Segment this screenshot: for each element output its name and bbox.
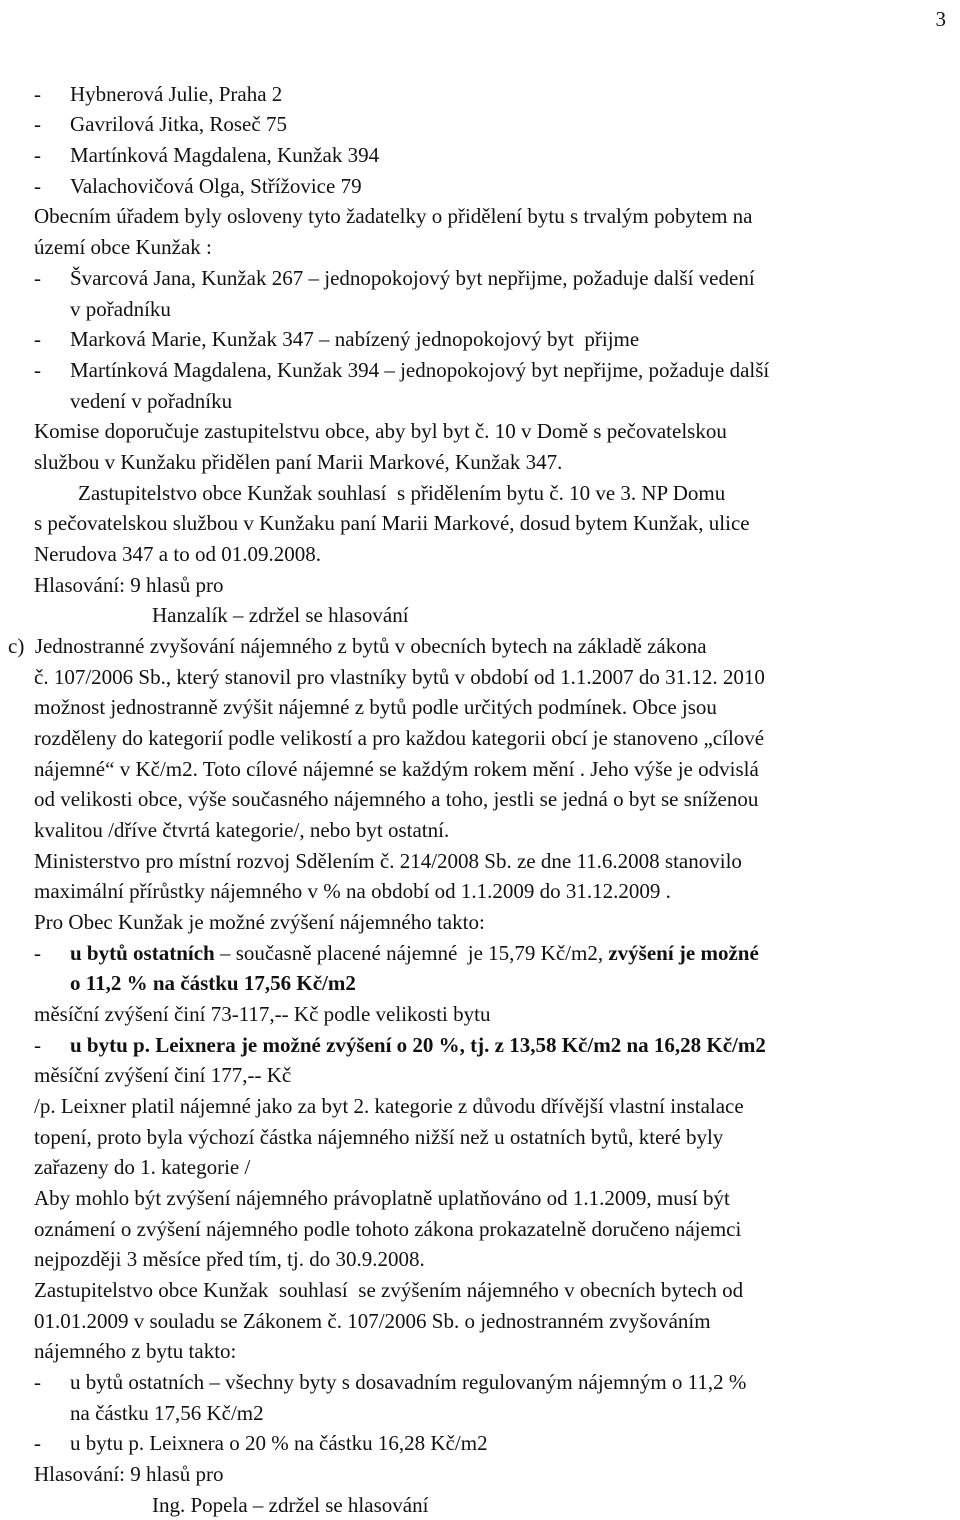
line-text: Pro Obec Kunžak je možné zvýšení nájemného takto: <box>34 910 485 934</box>
line-text: Obecním úřadem byly osloveny tyto žadatelky o přidělení bytu s trvalým pobytem na <box>34 204 753 228</box>
line-text: Hanzalík – zdržel se hlasování <box>152 603 409 627</box>
line-content <box>34 1336 236 1366</box>
line-content <box>70 968 356 998</box>
line-text: Martínková Magdalena, Kunžak 394 <box>70 143 380 167</box>
line-content <box>152 600 409 630</box>
line-content <box>70 171 362 201</box>
line-text: Aby mohlo být zvýšení nájemného právoplatně uplatňováno od 1.1.2009, musí být <box>34 1186 730 1210</box>
line-text: území obce Kunžak : <box>34 235 212 259</box>
line-content <box>34 1122 723 1152</box>
line-content <box>34 1275 743 1305</box>
line-text: kvalitou /dříve čtvrtá kategorie/, nebo byt ostatní. <box>34 818 450 842</box>
line-text: maximální přírůstky nájemného v % na období od 1.1.2009 do 31.12.2009 . <box>34 879 671 903</box>
line-content <box>70 1428 488 1458</box>
line-content <box>70 263 755 293</box>
line-content <box>34 1091 744 1121</box>
list-dash: - <box>34 112 41 136</box>
line-text: službou v Kunžaku přidělen paní Marii Markové, Kunžak 347. <box>34 450 563 474</box>
line-content <box>70 355 769 385</box>
line-text: Hlasování: 9 hlasů pro <box>34 573 224 597</box>
line-content <box>70 938 759 968</box>
bold-text: zvýšení je možné <box>608 941 759 965</box>
list-dash: - <box>34 327 41 351</box>
line-content <box>34 1060 291 1090</box>
list-dash: - <box>34 1370 41 1394</box>
line-content <box>152 1490 428 1520</box>
line-text: v pořadníku <box>70 297 171 321</box>
line-content <box>78 478 725 508</box>
line-content <box>8 631 707 661</box>
line-text: rozděleny do kategorií podle velikostí a pro každou kategorii obcí je stanoveno „cílové <box>34 726 765 750</box>
line-text: vedení v pořadníku <box>70 389 233 413</box>
line-text: oznámení o zvýšení nájemného podle tohoto zákona prokazatelně doručeno nájemci <box>34 1217 742 1241</box>
line-content <box>34 784 758 814</box>
line-text: Zastupitelstvo obce Kunžak souhlasí se zvýšením nájemného v obecních bytech od <box>34 1278 744 1302</box>
list-dash: - <box>34 82 41 106</box>
line-text: u bytů ostatních – všechny byty s dosavadním regulovaným nájemným o 11,2 % <box>70 1370 747 1394</box>
line-text: Nerudova 347 a to od 01.09.2008. <box>34 542 321 566</box>
line-text: měsíční zvýšení činí 177,-- Kč <box>34 1063 292 1087</box>
list-dash: - <box>34 941 41 965</box>
line-content <box>34 508 750 538</box>
line-text: u bytu p. Leixnera o 20 % na částku 16,28 Kč/m2 <box>70 1431 488 1455</box>
line-text: Zastupitelstvo obce Kunžak souhlasí s přidělením bytu č. 10 ve 3. NP Domu <box>78 481 726 505</box>
line-content <box>70 324 639 354</box>
line-text: Hybnerová Julie, Praha 2 <box>70 82 283 106</box>
line-text: s pečovatelskou službou v Kunžaku paní Marii Markové, dosud bytem Kunžak, ulice <box>34 511 750 535</box>
line-content <box>34 1152 250 1182</box>
line-content <box>70 1030 766 1060</box>
line-content <box>70 386 232 416</box>
line-text: Komise doporučuje zastupitelstvu obce, aby byl byt č. 10 v Domě s pečovatelskou <box>34 419 727 443</box>
line-content <box>34 754 759 784</box>
line-content <box>34 201 753 231</box>
line-text: – současně placené nájemné je 15,79 Kč/m2, <box>214 941 609 965</box>
line-content <box>34 1244 425 1274</box>
line-content <box>70 1398 264 1428</box>
line-content <box>70 294 171 324</box>
line-content <box>70 140 379 170</box>
line-text: Martínková Magdalena, Kunžak 394 – jednopokojový byt nepřijme, požaduje další <box>70 358 770 382</box>
line-text: /p. Leixner platil nájemné jako za byt 2. kategorie z důvodu dřívější vlastní instalace <box>34 1094 744 1118</box>
line-text: Ing. Popela – zdržel se hlasování <box>152 1493 429 1517</box>
line-content <box>34 662 765 692</box>
line-text: zařazeny do 1. kategorie / <box>34 1155 251 1179</box>
line-content <box>34 846 742 876</box>
line-content <box>70 1367 746 1397</box>
line-content <box>34 1183 730 1213</box>
list-dash: - <box>34 143 41 167</box>
line-text: možnost jednostranně zvýšit nájemné z bytů podle určitých podmínek. Obce jsou <box>34 695 717 719</box>
line-content <box>34 1306 711 1336</box>
line-text: Gavrilová Jitka, Roseč 75 <box>70 112 287 136</box>
bold-text: o 11,2 % na částku 17,56 Kč/m2 <box>70 971 356 995</box>
line-content <box>34 539 321 569</box>
line-text: nájemného z bytu takto: <box>34 1339 237 1363</box>
line-content <box>34 232 212 262</box>
page-number: 3 <box>935 7 946 31</box>
line-content <box>70 109 287 139</box>
bold-text: u bytu p. Leixnera je možné zvýšení o 20 %, tj. z 13,58 Kč/m2 na 16,28 Kč/m2 <box>70 1033 766 1057</box>
line-text: nejpozději 3 měsíce před tím, tj. do 30.9.2008. <box>34 1247 425 1271</box>
list-dash: - <box>34 1431 41 1455</box>
line-text: Valachovičová Olga, Střížovice 79 <box>70 174 362 198</box>
line-content <box>34 907 485 937</box>
list-dash: - <box>34 174 41 198</box>
line-text: topení, proto byla výchozí částka nájemného nižší než u ostatních bytů, které byly <box>34 1125 724 1149</box>
line-text: č. 107/2006 Sb., který stanovil pro vlastníky bytů v období od 1.1.2007 do 31.12. 2010 <box>34 665 765 689</box>
line-text: Marková Marie, Kunžak 347 – nabízený jednopokojový byt přijme <box>70 327 640 351</box>
line-text: nájemné“ v Kč/m2. Toto cílové nájemné se každým rokem mění . Jeho výše je odvislá <box>34 757 759 781</box>
line-text: měsíční zvýšení činí 73-117,-- Kč podle velikosti bytu <box>34 1002 491 1026</box>
line-text: Ministerstvo pro místní rozvoj Sdělením č. 214/2008 Sb. ze dne 11.6.2008 stanovilo <box>34 849 742 873</box>
line-content <box>34 416 727 446</box>
line-content <box>34 692 717 722</box>
line-content <box>34 999 490 1029</box>
line-content <box>70 79 282 109</box>
line-text: c) Jednostranné zvyšování nájemného z bytů v obecních bytech na základě zákona <box>8 634 707 658</box>
list-dash: - <box>34 266 41 290</box>
line-content <box>34 815 449 845</box>
line-content <box>34 1459 224 1489</box>
bold-text: u bytů ostatních <box>70 941 215 965</box>
list-dash: - <box>34 358 41 382</box>
line-content <box>34 570 224 600</box>
line-text: od velikosti obce, výše současného nájemného a toho, jestli se jedná o byt se sníženou <box>34 787 759 811</box>
line-content <box>34 876 671 906</box>
line-content <box>34 1214 741 1244</box>
line-text: Hlasování: 9 hlasů pro <box>34 1462 224 1486</box>
line-content <box>34 723 764 753</box>
line-content <box>34 447 562 477</box>
line-text: Švarcová Jana, Kunžak 267 – jednopokojový byt nepřijme, požaduje další vedení <box>70 266 755 290</box>
list-dash: - <box>34 1033 41 1057</box>
line-text: 01.01.2009 v souladu se Zákonem č. 107/2006 Sb. o jednostranném zvyšováním <box>34 1309 711 1333</box>
line-text: na částku 17,56 Kč/m2 <box>70 1401 264 1425</box>
